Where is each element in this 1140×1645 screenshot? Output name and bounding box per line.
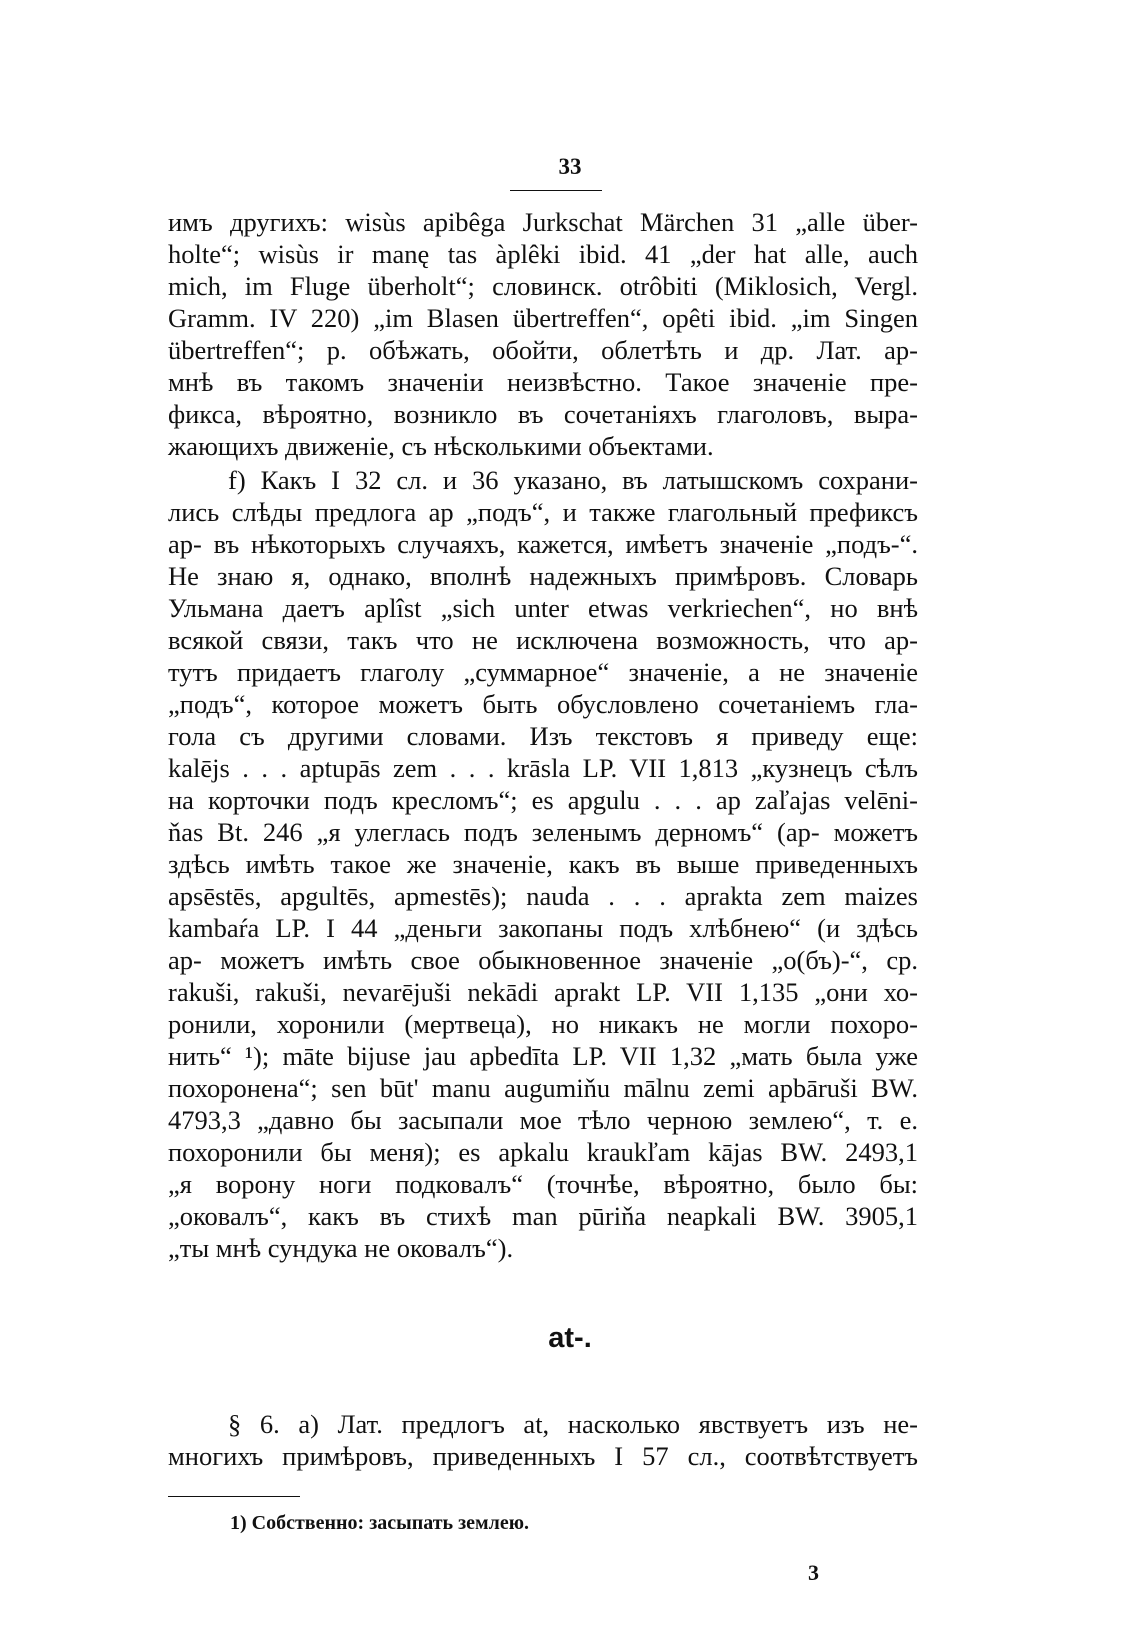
paragraph-f-line: „оковалъ“, какъ въ стихѣ man pūriňa neapkali BW. 3905,1 bbox=[168, 1201, 918, 1231]
paragraph-f-line: „подъ“, которое можетъ быть обусловлено сочетаніемъ гла- bbox=[168, 689, 918, 719]
paragraph-f-line: 4793,3 „давно бы засыпали мое тѣло черною землею“, т. е. bbox=[168, 1105, 918, 1135]
paragraph-e-line: мнѣ въ такомъ значеніи неизвѣстно. Такое значеніе пре- bbox=[168, 367, 918, 397]
paragraph-e-line: имъ другихъ: wisùs apibêga Jurkschat Märchen 31 „alle über- bbox=[168, 207, 918, 237]
section-heading: at-. bbox=[548, 1322, 592, 1354]
footnote: 1) Собственно: засыпать землею. bbox=[230, 1512, 530, 1534]
paragraph-f-line: на корточки подъ кресломъ“; es apgulu . . . ap zaľajas velēni- bbox=[168, 785, 918, 815]
signature-mark: 3 bbox=[808, 1560, 819, 1585]
paragraph-e-line: Gramm. IV 220) „im Blasen übertreffen“, opêti ibid. „im Singen bbox=[168, 303, 918, 333]
paragraph-f-line: apsēstēs, apgultēs, apmestēs); nauda . . . aprakta zem maizes bbox=[168, 881, 918, 911]
paragraph-f-line: похоронена“; sen būt' manu augumiňu mālnu zemi apbāruši BW. bbox=[168, 1073, 918, 1103]
paragraph-e-line: übertreffen“; р. обѣжать, обойти, облетѣть и др. Лат. ар- bbox=[168, 335, 918, 365]
paragraph-f-line: rakuši, rakuši, nevarējuši nekādi aprakt LP. VII 1,135 „они хо- bbox=[168, 977, 918, 1007]
paragraph-f-line: Не знаю я, однако, вполнѣ надежныхъ примѣровъ. Словарь bbox=[168, 561, 918, 591]
page-number: 33 bbox=[558, 154, 582, 179]
page-number-rule bbox=[510, 190, 602, 191]
paragraph-f-line: тутъ придаетъ глаголу „суммарное“ значеніе, а не значеніе bbox=[168, 657, 918, 687]
footnote-rule bbox=[168, 1496, 300, 1497]
paragraph-f-line: ap- можетъ имѣть свое обыкновенное значеніе „о(бъ)-“, ср. bbox=[168, 945, 918, 975]
paragraph-f-line: всякой связи, такъ что не исключена возможность, что ар- bbox=[168, 625, 918, 655]
paragraph-f-line: нить“ ¹); māte bijuse jau apbedīta LP. VII 1,32 „мать была уже bbox=[168, 1041, 918, 1071]
paragraph-f-line: ронили, хоронили (мертвеца), но никакъ не могли похоро- bbox=[168, 1009, 918, 1039]
paragraph-6-line: § 6. a) Лат. предлогъ at, насколько явствуетъ изъ не- bbox=[228, 1409, 918, 1439]
paragraph-f-line: ap- въ нѣкоторыхъ случаяхъ, кажется, имѣетъ значеніе „подъ-“. bbox=[168, 529, 918, 559]
paragraph-e-line: жающихъ движеніе, съ нѣсколькими объектами. bbox=[168, 431, 714, 461]
paragraph-f-line: „ты мнѣ сундука не оковалъ“). bbox=[168, 1233, 514, 1263]
paragraph-f-line: kalējs . . . aptupās zem . . . krāsla LP. VII 1,813 „кузнецъ сѣлъ bbox=[168, 753, 918, 783]
paragraph-f-line: Ульмана даетъ aplîst „sich unter etwas verkriechen“, но внѣ bbox=[168, 593, 918, 623]
paragraph-f-line: kambaŕa LP. I 44 „деньги закопаны подъ хлѣбнею“ (и здѣсь bbox=[168, 913, 918, 943]
paragraph-e-line: фикса, вѣроятно, возникло въ сочетаніяхъ глаголовъ, выра- bbox=[168, 399, 918, 429]
paragraph-f-line: f) Какъ I 32 сл. и 36 указано, въ латышскомъ сохрани- bbox=[228, 465, 918, 495]
paragraph-f-line: похоронили бы меня); es apkalu kraukľam kājas BW. 2493,1 bbox=[168, 1137, 918, 1167]
paragraph-e-line: mich, im Fluge überholt“; словинск. otrôbiti (Miklosich, Vergl. bbox=[168, 271, 918, 301]
paragraph-f-line: лись слѣды предлога ap „подъ“, и также глагольный префиксъ bbox=[168, 497, 918, 527]
paragraph-f-line: „я ворону ноги подковалъ“ (точнѣе, вѣроятно, было бы: bbox=[168, 1169, 918, 1199]
paragraph-f-line: здѣсь имѣть такое же значеніе, какъ въ выше приведенныхъ bbox=[168, 849, 918, 879]
paragraph-f-line: ňas Bt. 246 „я улеглась подъ зеленымъ дерномъ“ (ap- можетъ bbox=[168, 817, 918, 847]
paragraph-e-line: holte“; wisùs ir manę tas àplêki ibid. 41 „der hat alle, auch bbox=[168, 239, 918, 269]
paragraph-f-line: гола съ другими словами. Изъ текстовъ я приведу еще: bbox=[168, 721, 918, 751]
paragraph-6-line: многихъ примѣровъ, приведенныхъ I 57 сл., соотвѣтствуетъ bbox=[168, 1441, 918, 1471]
